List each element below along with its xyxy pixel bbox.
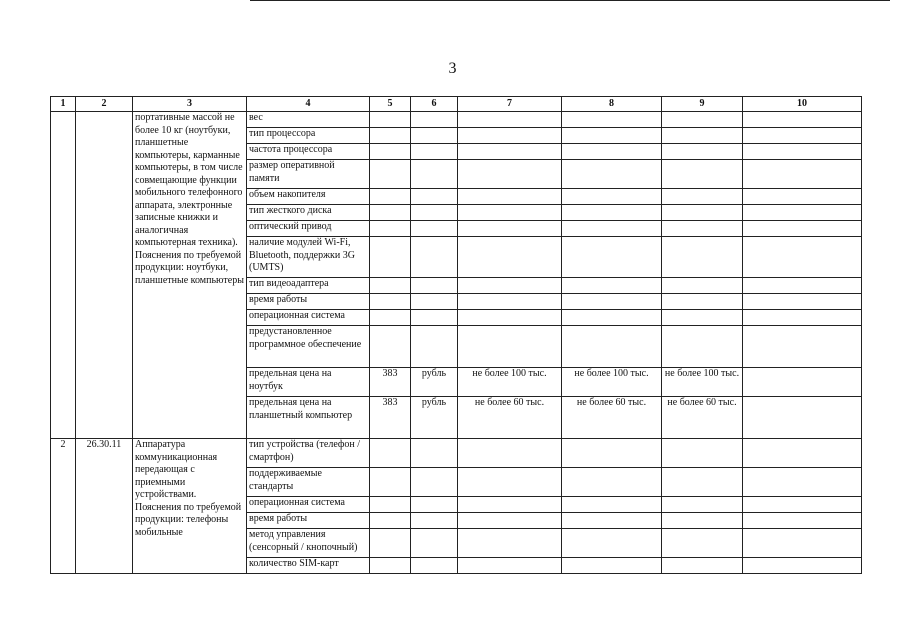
- okpd-code-cell: [76, 112, 133, 439]
- column-number: 2: [76, 97, 133, 112]
- characteristic-cell: операционная система: [247, 310, 370, 326]
- okei-code-cell: 383: [370, 397, 411, 439]
- column-number: 9: [662, 97, 743, 112]
- okpd-code-cell: 26.30.11: [76, 439, 133, 574]
- characteristic-cell: тип устройства (телефон / смартфон): [247, 439, 370, 468]
- characteristic-cell: предельная цена на ноутбук: [247, 368, 370, 397]
- characteristic-cell: частота процессора: [247, 144, 370, 160]
- characteristic-cell: время работы: [247, 294, 370, 310]
- value-cell: не более 60 тыс.: [662, 397, 743, 439]
- row-number-cell: [51, 112, 76, 439]
- unit-cell: рубль: [411, 397, 458, 439]
- value-cell: не более 60 тыс.: [562, 397, 662, 439]
- characteristic-cell: тип видеоадаптера: [247, 278, 370, 294]
- characteristic-cell: предельная цена на планшетный компьютер: [247, 397, 370, 439]
- column-number: 3: [133, 97, 247, 112]
- characteristic-cell: тип процессора: [247, 128, 370, 144]
- value-cell: не более 100 тыс.: [662, 368, 743, 397]
- characteristic-cell: метод управления (сенсорный / кнопочный): [247, 529, 370, 558]
- column-numbers-row: [51, 97, 862, 112]
- characteristic-cell: размер оперативной памяти: [247, 160, 370, 189]
- okei-code-cell: 383: [370, 368, 411, 397]
- characteristic-cell: вес: [247, 112, 370, 128]
- characteristic-cell: предустановленное программное обеспечение: [247, 326, 370, 368]
- column-number: 5: [370, 97, 411, 112]
- column-number: 8: [562, 97, 662, 112]
- value-cell: не более 60 тыс.: [458, 397, 562, 439]
- row-number-cell: 2: [51, 439, 76, 574]
- value-cell: не более 100 тыс.: [562, 368, 662, 397]
- product-name-cell: портативные массой не более 10 кг (ноутбуки, планшетные компьютеры, карманные компьютеры, в том числе совмещающие функции мобильного телефонного аппарата, электронные записные книжки и аналогичная компьютерная техника). Пояснения по требуемой продукции: ноутбуки, планшетные компьютеры: [133, 112, 247, 439]
- column-number: 7: [458, 97, 562, 112]
- value-cell: не более 100 тыс.: [458, 368, 562, 397]
- requirements-table: [50, 96, 862, 574]
- page-number: 3: [448, 60, 457, 77]
- characteristic-cell: объем накопителя: [247, 189, 370, 205]
- characteristic-cell: тип жесткого диска: [247, 205, 370, 221]
- column-number: 6: [411, 97, 458, 112]
- characteristic-cell: время работы: [247, 513, 370, 529]
- table-row: [51, 439, 862, 468]
- characteristic-cell: операционная система: [247, 497, 370, 513]
- top-rule: [250, 0, 890, 1]
- product-name-cell: Аппаратура коммуникационная передающая с приемными устройствами. Пояснения по требуемой продукции: телефоны мобильные: [133, 439, 247, 574]
- characteristic-cell: количество SIM-карт: [247, 558, 370, 574]
- unit-cell: рубль: [411, 368, 458, 397]
- column-number: 10: [743, 97, 862, 112]
- column-number: 4: [247, 97, 370, 112]
- characteristic-cell: оптический привод: [247, 221, 370, 237]
- table-row: [51, 112, 862, 128]
- characteristic-cell: поддерживаемые стандарты: [247, 468, 370, 497]
- column-number: 1: [51, 97, 76, 112]
- characteristic-cell: наличие модулей Wi-Fi, Bluetooth, поддержки 3G (UMTS): [247, 237, 370, 278]
